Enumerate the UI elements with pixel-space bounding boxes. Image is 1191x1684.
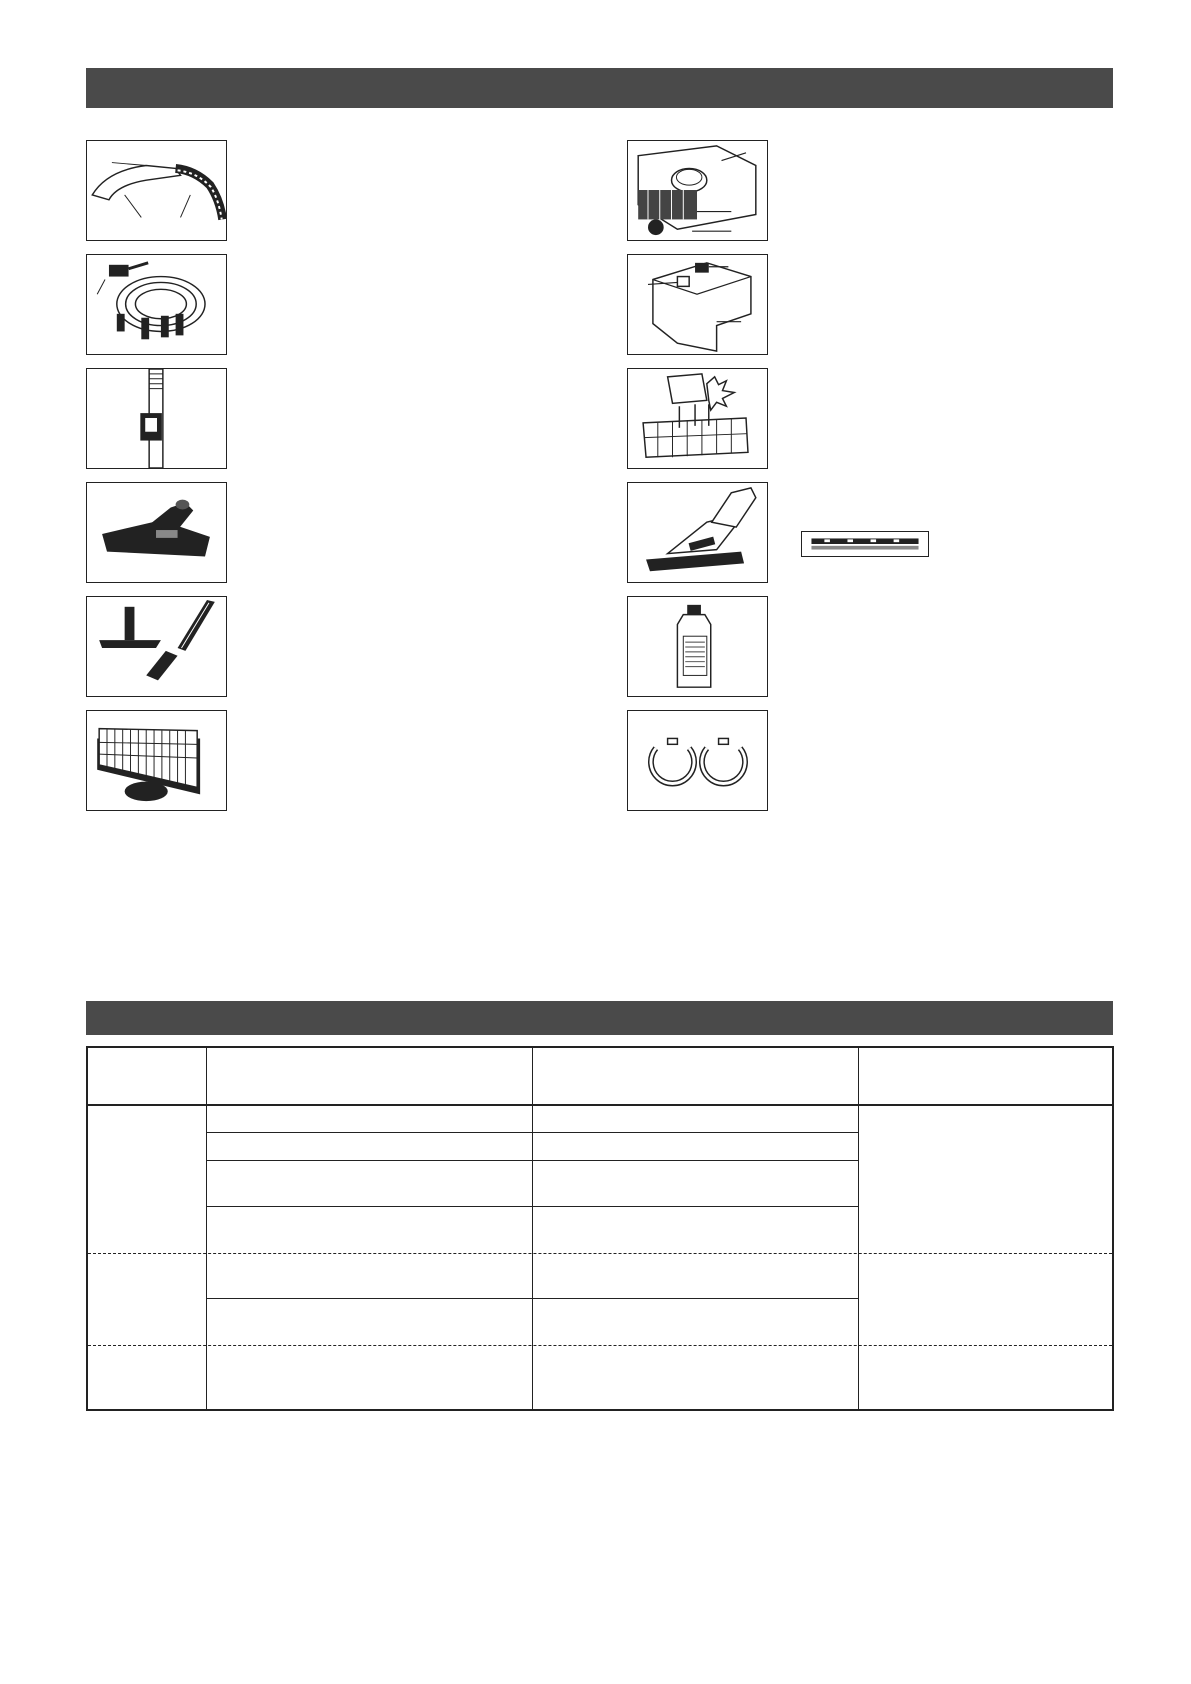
table-group-divider <box>88 1345 1112 1346</box>
filter-cartridge-icon <box>87 711 226 810</box>
nozzle-insert-strip <box>801 531 929 557</box>
filter-box-icon <box>628 141 767 240</box>
thumb-hose-bundle <box>86 254 227 355</box>
table-row-divider <box>206 1160 858 1161</box>
table-col-divider <box>858 1048 859 1409</box>
clips-icon <box>628 711 767 810</box>
table-header-divider <box>88 1104 1112 1106</box>
table-col-divider <box>532 1048 533 1409</box>
insert-strip-icon <box>802 532 928 556</box>
thumb-handle-hose <box>86 140 227 241</box>
thumb-clips <box>627 710 768 811</box>
accessories-section-header <box>86 68 1113 108</box>
detergent-bottle-icon <box>628 597 767 696</box>
table-row-divider <box>206 1298 858 1299</box>
thumb-filter-cartridge <box>86 710 227 811</box>
table-row-divider <box>206 1132 858 1133</box>
thumb-tube-clip <box>86 368 227 469</box>
table-col-divider <box>206 1048 207 1409</box>
table-group-divider <box>88 1253 1112 1254</box>
handle-hose-icon <box>87 141 226 240</box>
thumb-filter-insert <box>627 368 768 469</box>
small-nozzles-icon <box>87 597 226 696</box>
thumb-water-tank <box>627 254 768 355</box>
thumb-upholstery-nozzle <box>627 482 768 583</box>
hose-bundle-icon <box>87 255 226 354</box>
thumb-filter-box <box>627 140 768 241</box>
thumb-detergent-bottle <box>627 596 768 697</box>
water-tank-icon <box>628 255 767 354</box>
table-row-divider <box>206 1206 858 1207</box>
troubleshooting-section-header <box>86 1001 1113 1035</box>
filter-insert-icon <box>628 369 767 468</box>
tube-clip-icon <box>87 369 226 468</box>
troubleshooting-table <box>86 1046 1114 1411</box>
thumb-floor-nozzle <box>86 482 227 583</box>
floor-nozzle-icon <box>87 483 226 582</box>
thumb-small-nozzles <box>86 596 227 697</box>
upholstery-nozzle-icon <box>628 483 767 582</box>
